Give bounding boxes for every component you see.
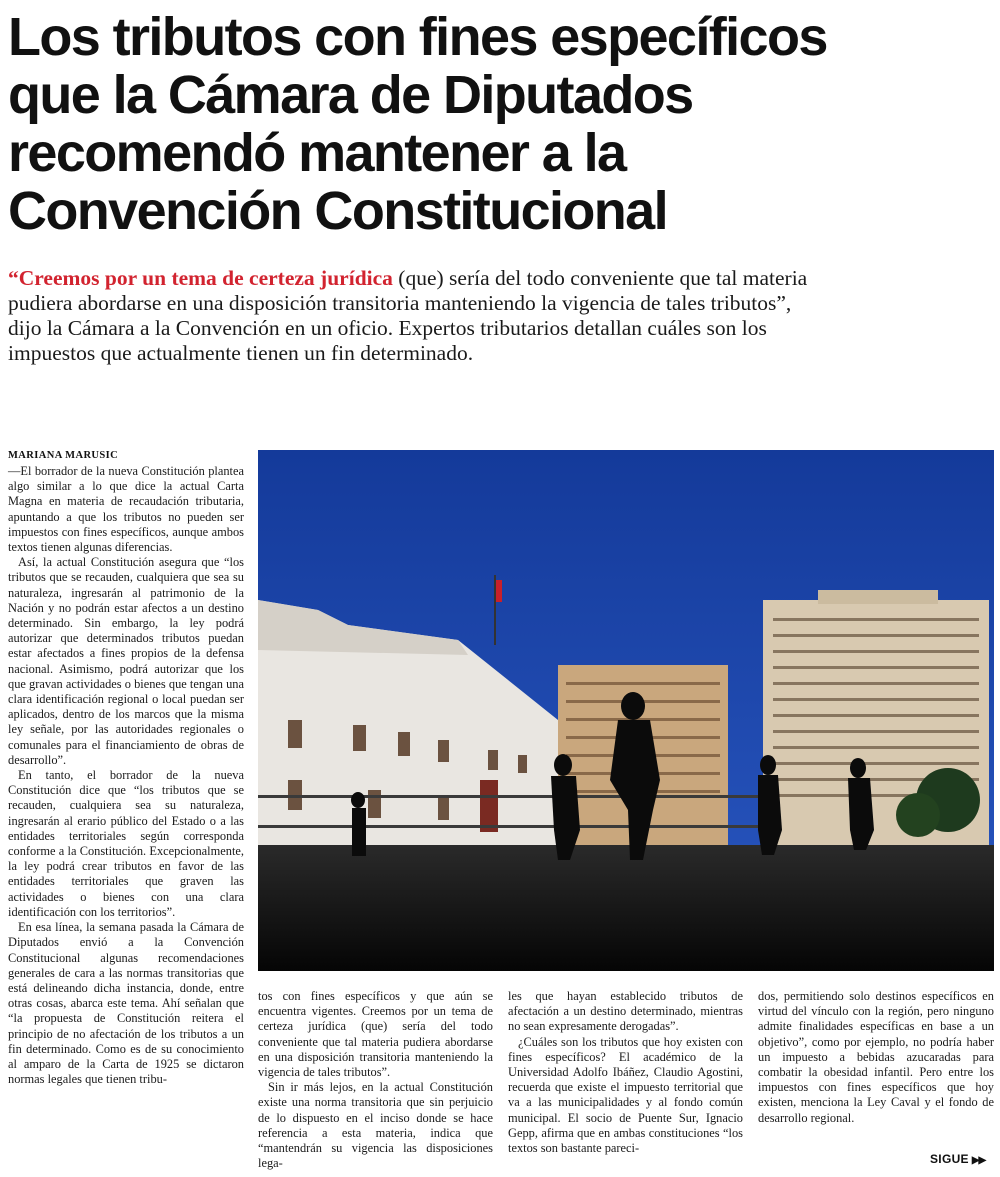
double-arrow-icon: ▶▶ <box>971 1155 986 1166</box>
deck-lead-quote: “Creemos por un tema de certeza jurídica <box>8 266 393 290</box>
article-deck <box>8 266 808 366</box>
headline-line: que la Cámara de Diputados <box>8 65 693 125</box>
body-paragraph: dos, permitiendo solo destinos específicos en virtud del vínculo con la región, pero ninguno admite finalidades específicas en base a un objetivo”, como por ejemplo, no podría haber un impuesto a bebidas azucaradas para combatir la obesidad infantil. Pero entre los impuestos con fines específicos que hoy existen, menciona la Ley Caval y el fondo de desarrollo regional. <box>758 989 994 1125</box>
body-paragraph: En esa línea, la semana pasada la Cámara de Diputados envió a la Convención Constitucional algunas recomendaciones generales de cara a las normas transitorias que está delineando dicha instancia, donde, entre otras cosas, abarca este tema. Ahí señalan que “la propuesta de Constitución reitera el principio de no afectación de los tributos a un fin determinado. Como es de su conocimiento al amparo de la Carta de 1925 se dictaron normas legales que tienen tribu- <box>8 920 244 1087</box>
continue-marker <box>930 1152 985 1166</box>
headline-line: recomendó mantener a la <box>8 123 626 183</box>
article-headline <box>8 7 827 241</box>
body-paragraph: ¿Cuáles son los tributos que hoy existen con fines específicos? El académico de la Universidad Adolfo Ibáñez, Claudio Agostini, recuerda que existe el impuesto territorial que va a las municipalidades y al fondo común municipal. El socio de Puente Sur, Ignacio Gepp, afirma que en ambas constituciones “los textos son bastante pareci- <box>508 1034 743 1156</box>
body-paragraph: Sin ir más lejos, en la actual Constitución existe una norma transitoria que sin perjuicio de lo dispuesto en el inciso donde se hace referencia a esta materia, indica que “mantendrán su vigencia las disposiciones lega- <box>258 1080 493 1171</box>
body-column-1 <box>8 464 244 1087</box>
author-byline: MARIANA MARUSIC <box>8 450 119 461</box>
body-paragraph: tos con fines específicos y que aún se encuentra vigentes. Creemos por un tema de certeza jurídica (que) sería del todo conveniente que tal materia pudiera abordarse en una disposición transitoria manteniendo la vigencia de tales tributos”. <box>258 989 493 1080</box>
body-column-2 <box>258 989 493 1171</box>
body-column-4 <box>758 989 994 1126</box>
continue-label: SIGUE <box>930 1152 969 1166</box>
body-paragraph: En tanto, el borrador de la nueva Constitución dice que “los tributos que se recauden, cualquiera sea su naturaleza, ingresarán al erario público del Estado o a las entidades territoriales según corresponda conforme a la Constitución. Excepcionalmente, la ley podrá crear tributos en favor de las entidades territoriales que graven las actividades o bienes con una clara identificación con los territorios”. <box>8 768 244 919</box>
deck-text: (que) sería del todo conveniente que tal materia pudiera abordarse en una disposición transitoria manteniendo la vigencia de tales tributos”, dijo la Cámara a la Convención en un oficio. Expertos tributarios detallan cuáles son los impuestos que actualmente tienen un fin determinado. <box>8 266 808 365</box>
headline-line: Los tributos con fines específicos <box>8 7 827 67</box>
body-paragraph: les que hayan establecido tributos de afectación a un destino determinado, mientras no sean expresamente derogadas”. <box>508 989 743 1034</box>
la-moneda-photo-illustration <box>258 450 994 971</box>
body-paragraph: Así, la actual Constitución asegura que “los tributos que se recauden, cualquiera que sea su naturaleza, ingresarán al patrimonio de la Nación y no podrán estar afectos a un destino determinado. Sin embargo, la ley podrá autorizar que determinados tributos puedan estar afectados a fines propios de la defensa nacional. Asimismo, podrá autorizar que los que gravan actividades o bienes que tengan una clara identificación regional o local puedan ser aplicados, dentro de los marcos que la misma ley señale, por las autoridades regionales o comunales para el financiamiento de obras de desarrollo”. <box>8 555 244 767</box>
body-paragraph: —El borrador de la nueva Constitución plantea algo similar a lo que dice la actual Carta Magna en materia de recaudación tributaria, apuntando a que los tributos no pueden ser impuestos con fines específicos, aunque ambos textos tienen algunas diferencias. <box>8 464 244 555</box>
headline-line: Convención Constitucional <box>8 181 668 241</box>
body-column-3 <box>508 989 743 1156</box>
article-photo <box>258 450 994 971</box>
